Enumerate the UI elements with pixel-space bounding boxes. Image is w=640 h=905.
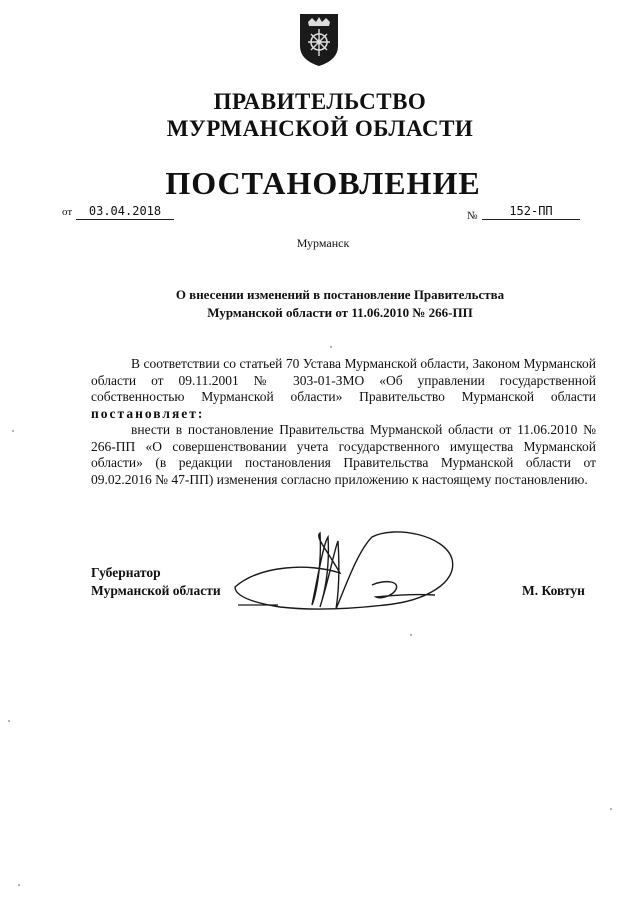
document-subject <box>140 286 540 322</box>
decree-word: постановляет: <box>91 405 205 421</box>
paragraph-1-text: В соответствии со статьей 70 Устава Мурманской области, Законом Мурманской области от 09.11.2001 № 303-01-ЗМО «Об управлении государственной собственностью Мурманской области» Правительство Мурманской области <box>91 356 596 404</box>
scan-speck <box>12 430 14 432</box>
signatory-name: М. Ковтун <box>522 583 585 598</box>
scan-speck <box>610 808 612 810</box>
scan-speck <box>8 720 10 722</box>
government-name-line1: ПРАВИТЕЛЬСТВО <box>213 89 427 114</box>
number-label: № <box>467 210 478 222</box>
signatory-title-line2: Мурманской области <box>91 583 221 598</box>
scan-speck <box>330 346 332 348</box>
document-body <box>91 356 596 488</box>
scan-speck <box>18 884 20 886</box>
subject-line1: О внесении изменений в постановление Правительства <box>175 287 505 302</box>
signatory-title-line1: Губернатор <box>91 565 161 580</box>
signatory-title <box>91 564 221 600</box>
date-label: от <box>62 206 73 218</box>
coat-of-arms-icon <box>296 12 342 68</box>
government-name-line2: МУРМАНСКОЙ ОБЛАСТИ <box>166 116 474 141</box>
handwritten-signature <box>220 525 470 615</box>
document-date: 03.04.2018 <box>76 204 174 220</box>
scan-speck <box>410 634 412 636</box>
body-paragraph-2: внести в постановление Правительства Мурманской области от 11.06.2010 № 266-ПП «О совершенствовании учета государственного имущества Мурманской области» (в редакции постановления Правительства Мурманской области от 09.02.2016 № 47-ПП) изменения согласно приложению к настоящему постановлению. <box>91 422 596 487</box>
document-type-title: ПОСТАНОВЛЕНИЕ <box>165 165 481 201</box>
document-number: 152-ПП <box>482 204 580 220</box>
subject-line2: Мурманской области от 11.06.2010 № 266-ПП <box>207 305 473 320</box>
body-paragraph-1 <box>91 356 596 422</box>
issuing-city: Мурманск <box>296 236 350 250</box>
